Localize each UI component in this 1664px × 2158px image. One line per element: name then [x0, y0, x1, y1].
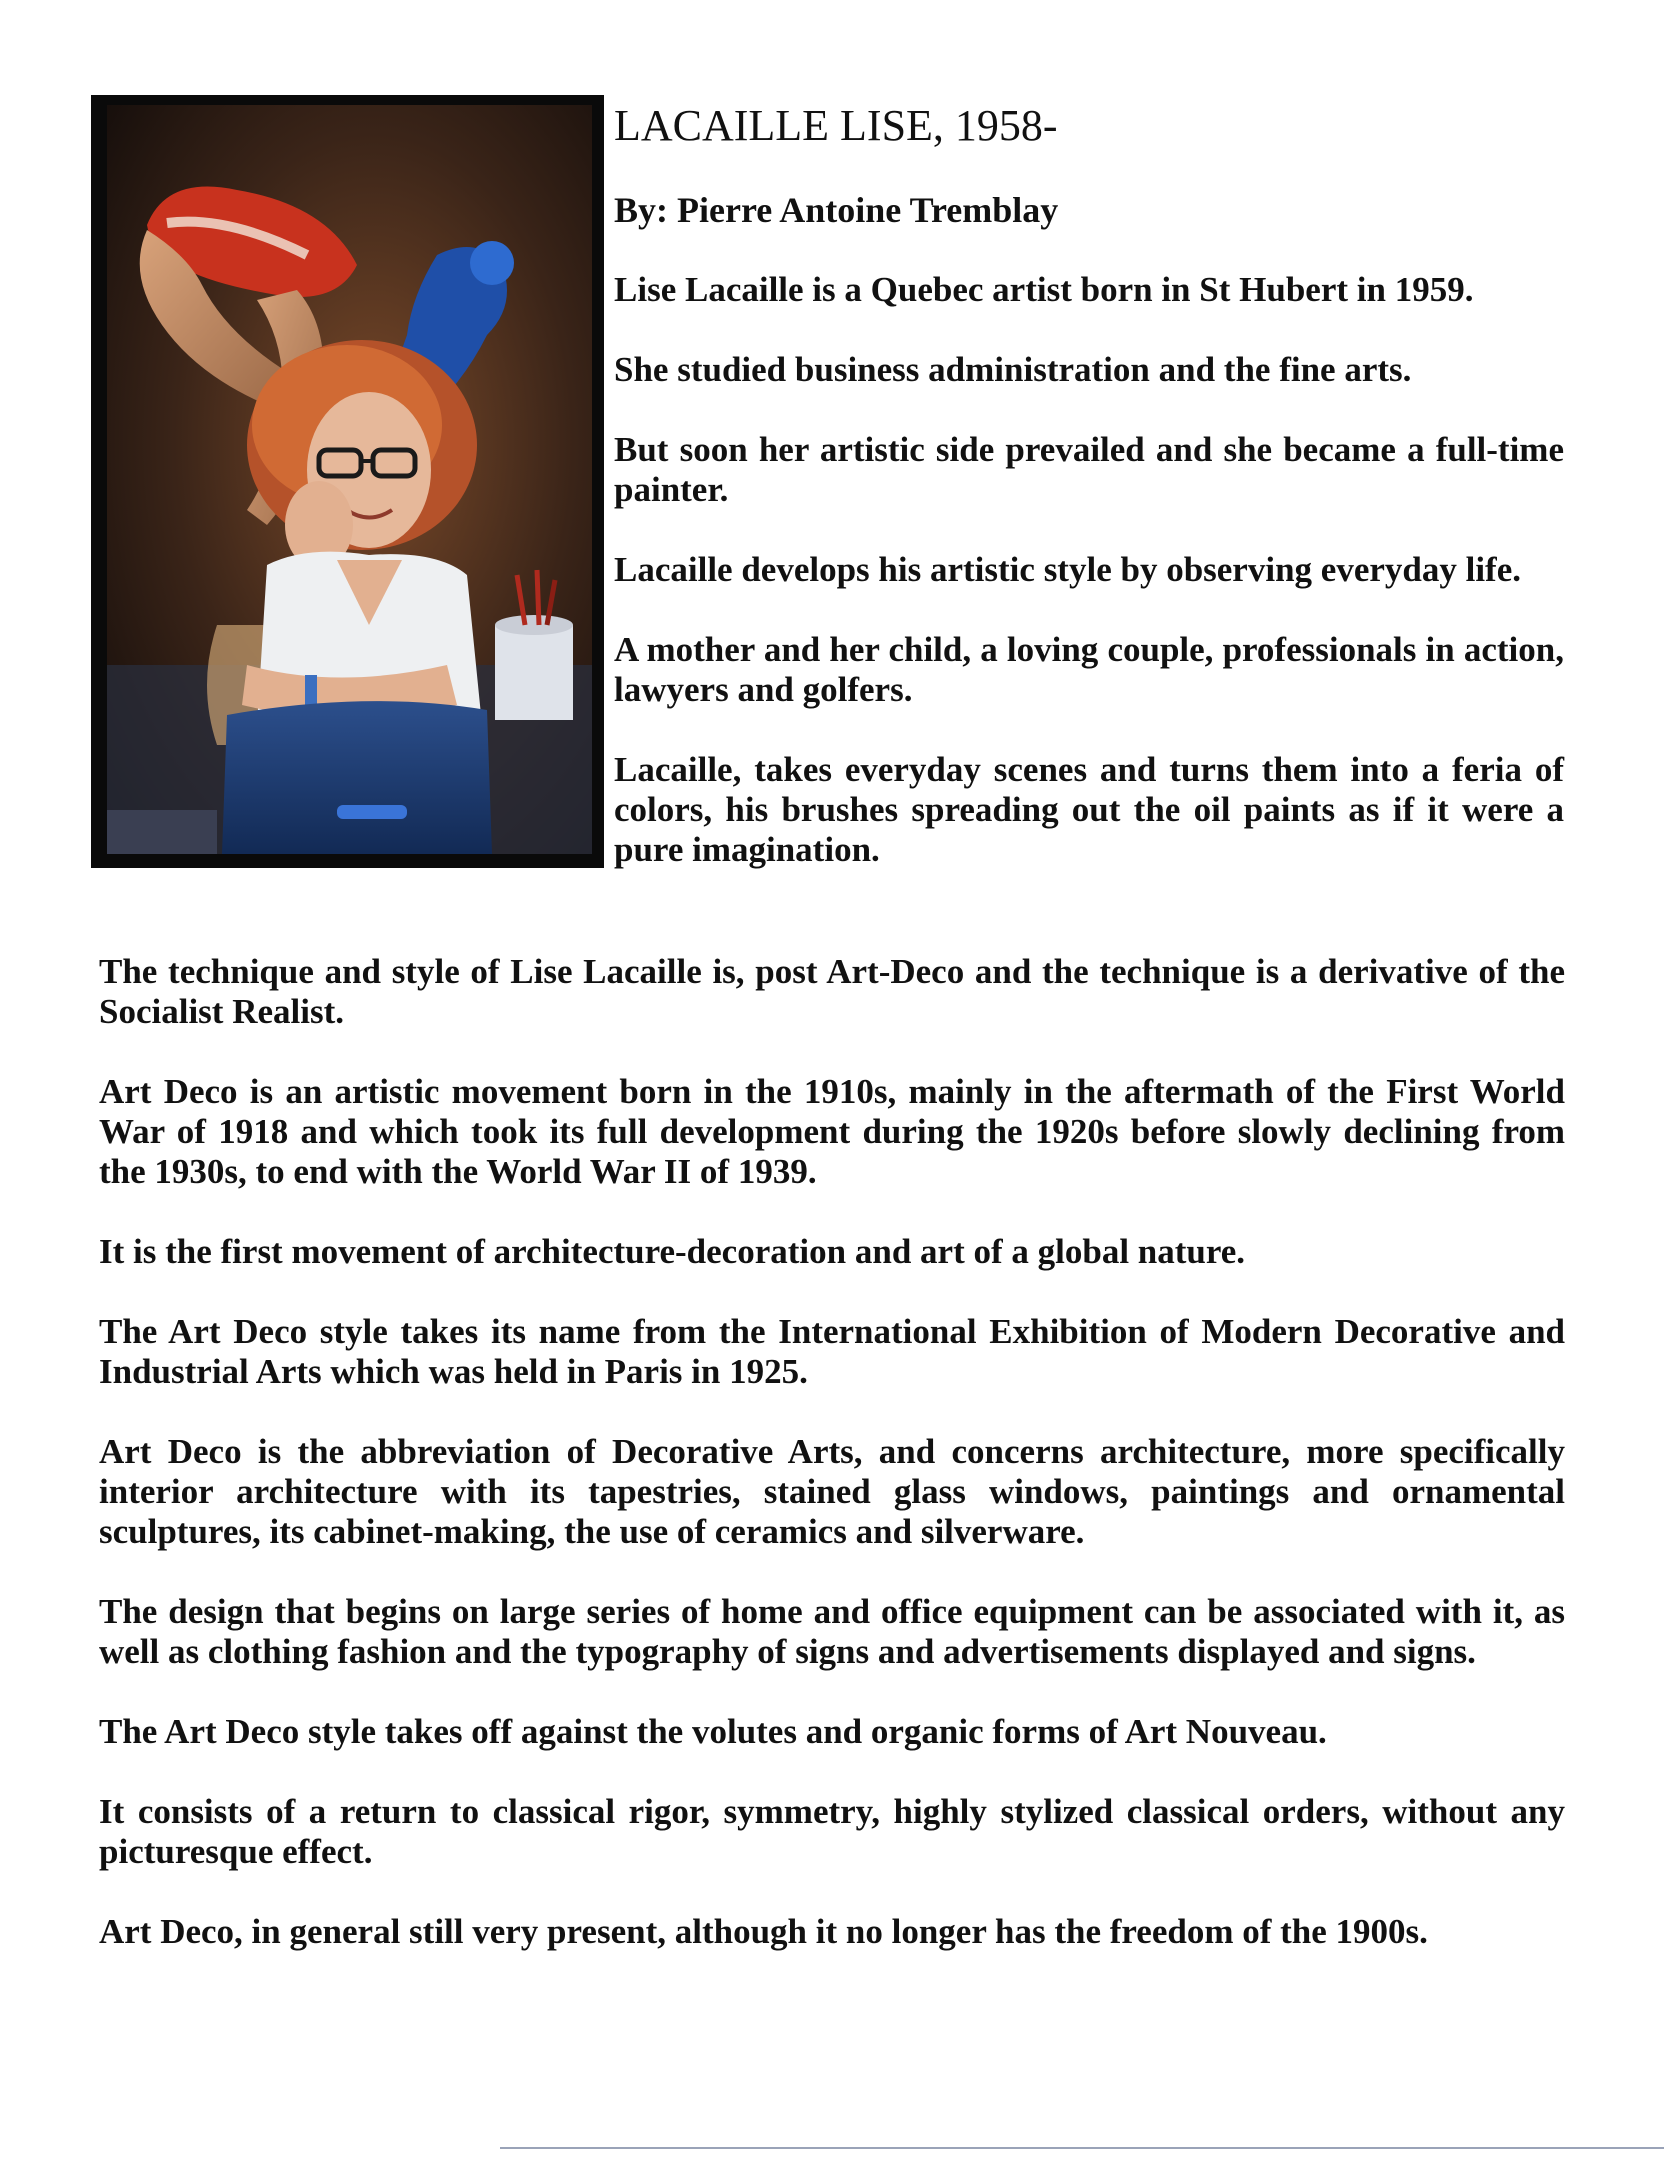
- paragraph: The technique and style of Lise Lacaille is, post Art-Deco and the technique is a derivative of the Socialist Realist.: [99, 952, 1565, 1031]
- paragraph: The Art Deco style takes off against the volutes and organic forms of Art Nouveau.: [99, 1712, 1327, 1751]
- paragraph: Art Deco, in general still very present, although it no longer has the freedom of the 1900s.: [99, 1912, 1428, 1951]
- paragraph: It is the first movement of architecture-decoration and art of a global nature.: [99, 1232, 1246, 1271]
- page-title: LACAILLE LISE, 1958-: [614, 101, 1058, 150]
- page-bottom-rule: [500, 2147, 1664, 2149]
- portrait-illustration: [107, 105, 592, 854]
- paragraph: It consists of a return to classical rigor, symmetry, highly stylized classical orders, without any picturesque effect.: [99, 1792, 1565, 1871]
- paragraph: Lacaille develops his artistic style by observing everyday life.: [614, 550, 1521, 589]
- paragraph: But soon her artistic side prevailed and she became a full-time painter.: [614, 430, 1564, 509]
- side-column-text: [614, 270, 1564, 910]
- paragraph: Lise Lacaille is a Quebec artist born in St Hubert in 1959.: [614, 270, 1474, 309]
- author-byline: By: Pierre Antoine Tremblay: [614, 190, 1059, 230]
- paragraph: A mother and her child, a loving couple, professionals in action, lawyers and golfers.: [614, 630, 1564, 709]
- paragraph: Art Deco is the abbreviation of Decorative Arts, and concerns architecture, more specifically interior architecture with its tapestries, stained glass windows, paintings and ornamental sculptures, its cabinet-making, the use of ceramics and silverware.: [99, 1432, 1565, 1551]
- paragraph: She studied business administration and the fine arts.: [614, 350, 1412, 389]
- paragraph: Art Deco is an artistic movement born in the 1910s, mainly in the aftermath of the First World War of 1918 and which took its full development during the 1920s before slowly declining from the 1930s, to end with the World War II of 1939.: [99, 1072, 1565, 1191]
- paragraph: Lacaille, takes everyday scenes and turns them into a feria of colors, his brushes spreading out the oil paints as if it were a pure imagination.: [614, 750, 1564, 869]
- paragraph: The Art Deco style takes its name from the International Exhibition of Modern Decorative and Industrial Arts which was held in Paris in 1925.: [99, 1312, 1565, 1391]
- main-body-text: [99, 952, 1565, 1992]
- paragraph: The design that begins on large series of home and office equipment can be associated with it, as well as clothing fashion and the typography of signs and advertisements displayed and signs.: [99, 1592, 1565, 1671]
- artist-portrait-photo: [91, 95, 604, 868]
